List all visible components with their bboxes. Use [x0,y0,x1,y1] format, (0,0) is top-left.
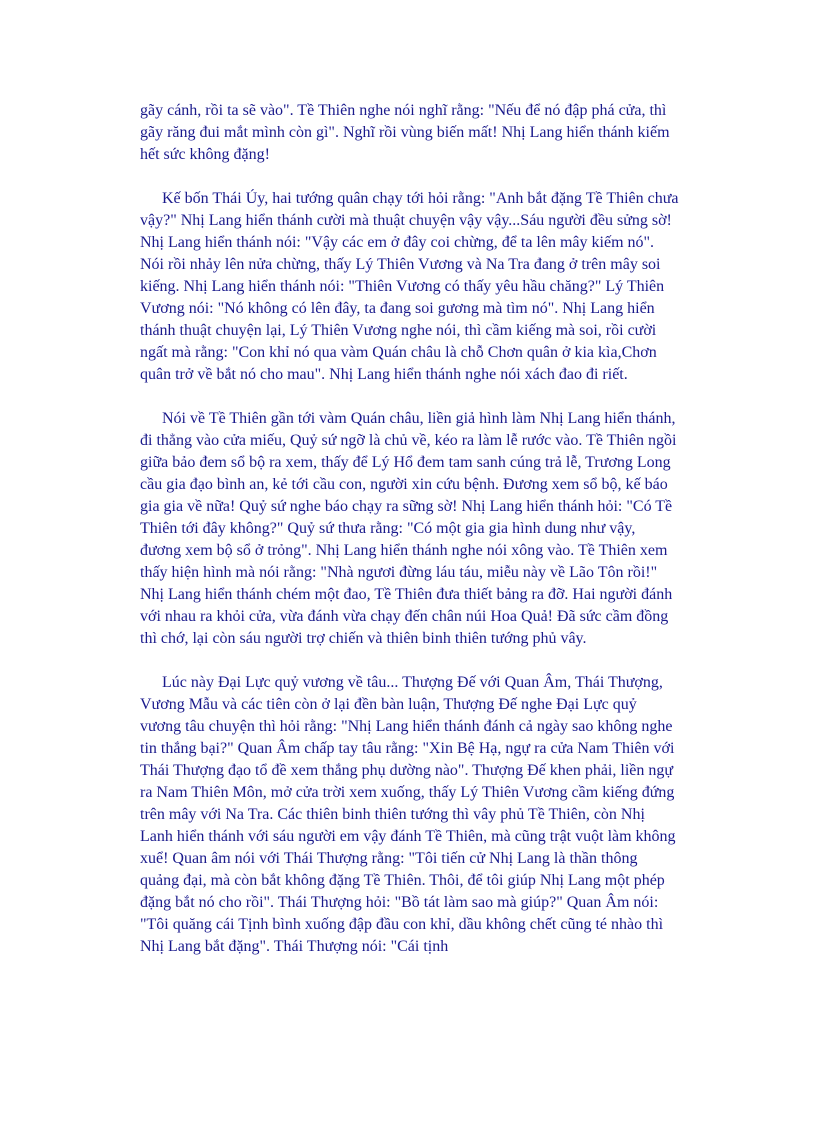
paragraph-2: Kế bốn Thái Úy, hai tướng quân chạy tới hỏi rằng: "Anh bắt đặng Tề Thiên chưa vậy?" Nhị Lang hiển thánh cười mà thuật chuyện vậy vậy...Sáu người đều sửng sờ! Nhị Lang hiển thánh nói: "Vậy các em ở đây coi chừng, để ta lên mây kiếm nó". Nói rồi nhảy lên nửa chừng, thấy Lý Thiên Vương và Na Tra đang ở trên mây soi kiếng. Nhị Lang hiển thánh nói: "Thiên Vương có thấy yêu hầu chăng?" Lý Thiên Vương nói: "Nó không có lên đây, ta đang soi gương mà tìm nó". Nhị Lang hiển thánh thuật chuyện lại, Lý Thiên Vương nghe nói, thì cầm kiếng mà soi, rồi cười ngất mà rằng: "Con khỉ nó qua vàm Quán châu là chỗ Chơn quân ở kia kìa,Chơn quân trở về bắt nó cho mau". Nhị Lang hiển thánh nghe nói xách đao đi riết. [140,190,679,383]
paragraph-3: Nói về Tề Thiên gần tới vàm Quán châu, liền giả hình làm Nhị Lang hiển thánh, đi thẳng vào cửa miếu, Quỷ sứ ngỡ là chủ về, kéo ra làm lễ rước vào. Tề Thiên ngồi giữa bảo đem sổ bộ ra xem, thấy để Lý Hổ đem tam sanh cúng trả lễ, Trương Long cầu gia đạo bình an, kẻ tới cầu con, người xin cứu bệnh. Đương xem sổ bộ, kế báo gia gia về nữa! Quỷ sứ nghe báo chạy ra sững sờ! Nhị Lang hiển thánh hỏi: "Có Tề Thiên tới đây không?" Quỷ sứ thưa rằng: "Có một gia gia hình dung như vậy, đương xem bộ sổ ở trỏng". Nhị Lang hiển thánh nghe nói xông vào. Tề Thiên xem thấy hiện hình mà nói rằng: "Nhà ngươi đừng láu táu, miễu này về Lão Tôn rồi!" Nhị Lang hiển thánh chém một đao, Tề Thiên đưa thiết bảng ra đỡ. Hai người đánh với nhau ra khỏi cửa, vừa đánh vừa chạy đến chân núi Hoa Quả! Đã sức cầm đồng thì chớ, lại còn sáu người trợ chiến và thiên binh thiên tướng phủ vây. [140,410,677,647]
document-page [140,100,680,980]
paragraph-4: Lúc này Đại Lực quỷ vương về tâu... Thượng Đế với Quan Âm, Thái Thượng, Vương Mẫu và các tiên còn ở lại đền bàn luận, Thượng Đế nghe Đại Lực quỷ vương tâu chuyện thì hỏi rằng: "Nhị Lang hiển thánh đánh cả ngày sao không nghe tin thắng bại?" Quan Âm chấp tay tâu rằng: "Xin Bệ Hạ, ngự ra cửa Nam Thiên với Thái Thượng đạo tổ đề xem thắng phụ dường nào". Thượng Đế khen phải, liền ngự ra Nam Thiên Môn, mở cửa trời xem xuống, thấy Lý Thiên Vương cầm kiếng đứng trên mây với Na Tra. Các thiên binh thiên tướng thì vây phủ Tề Thiên, còn Nhị Lanh hiển thánh với sáu người em vậy đánh Tề Thiên, mà cũng trật vuột làm không xuể! Quan âm nói với Thái Thượng rằng: "Tôi tiến cử Nhị Lang là thần thông quảng đại, mà còn bắt không đặng Tề Thiên. Thôi, để tôi giúp Nhị Lang một phép đặng bắt nó cho rồi". Thái Thượng hỏi: "Bồ tát làm sao mà giúp?" Quan Âm nói: "Tôi quăng cái Tịnh bình xuống đập đầu con khỉ, dầu không chết cũng té nhào thì Nhị Lang bắt đặng". Thái Thượng nói: "Cái tịnh [140,674,676,955]
paragraph-1: gãy cánh, rồi ta sẽ vào". Tề Thiên nghe nói nghĩ rằng: "Nếu để nó đập phá cửa, thì gãy răng đui mắt mình còn gì". Nghĩ rồi vùng biến mất! Nhị Lang hiển thánh kiếm hết sức không đặng! [140,102,670,163]
